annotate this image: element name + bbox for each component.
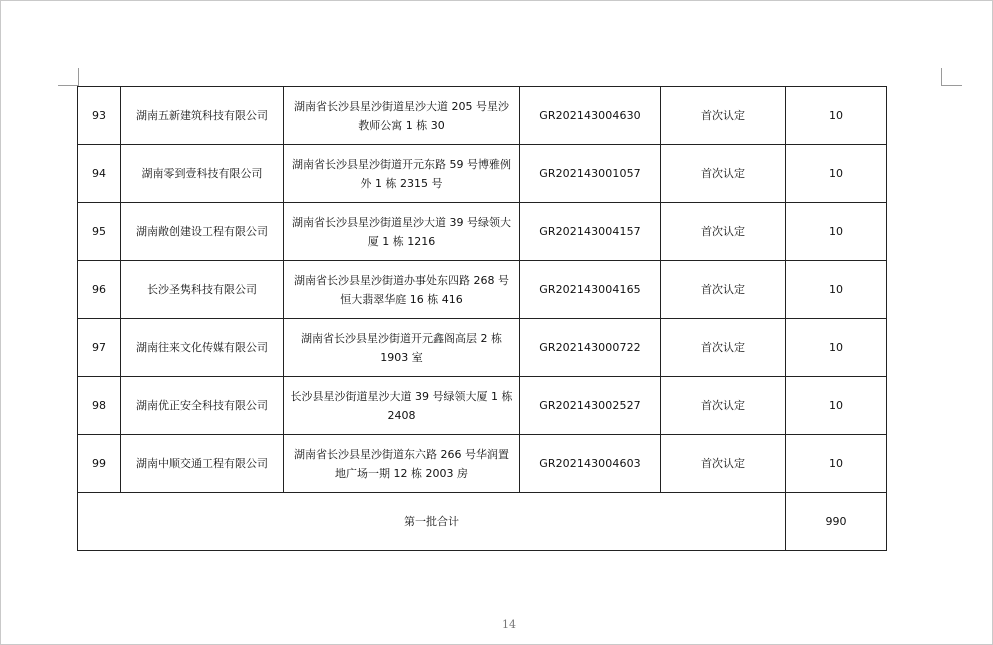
crop-mark-top-left xyxy=(58,68,79,86)
certification-type: 首次认定 xyxy=(661,319,786,377)
certificate-code: GR202143001057 xyxy=(520,145,661,203)
page-number: 14 xyxy=(502,618,516,631)
total-row xyxy=(78,493,887,551)
certification-type: 首次认定 xyxy=(661,145,786,203)
certification-type: 首次认定 xyxy=(661,87,786,145)
score: 10 xyxy=(786,319,887,377)
table-row xyxy=(78,203,887,261)
company-name: 湖南零到壹科技有限公司 xyxy=(121,145,284,203)
company-address: 长沙县星沙街道星沙大道 39 号绿领大厦 1 栋 2408 xyxy=(284,377,520,435)
company-name: 湖南优正安全科技有限公司 xyxy=(121,377,284,435)
score: 10 xyxy=(786,145,887,203)
company-name: 湖南五新建筑科技有限公司 xyxy=(121,87,284,145)
company-address: 湖南省长沙县星沙街道星沙大道 39 号绿领大厦 1 栋 1216 xyxy=(284,203,520,261)
company-table xyxy=(77,86,887,551)
certification-type: 首次认定 xyxy=(661,203,786,261)
table-row xyxy=(78,435,887,493)
certificate-code: GR202143002527 xyxy=(520,377,661,435)
certification-type: 首次认定 xyxy=(661,435,786,493)
score: 10 xyxy=(786,377,887,435)
score: 10 xyxy=(786,261,887,319)
company-name: 湖南往来文化传媒有限公司 xyxy=(121,319,284,377)
certification-type: 首次认定 xyxy=(661,377,786,435)
table-row xyxy=(78,261,887,319)
row-number: 98 xyxy=(78,377,121,435)
company-address: 湖南省长沙县星沙街道星沙大道 205 号星沙教师公寓 1 栋 30 xyxy=(284,87,520,145)
row-number: 94 xyxy=(78,145,121,203)
certificate-code: GR202143000722 xyxy=(520,319,661,377)
score: 10 xyxy=(786,203,887,261)
crop-mark-top-right xyxy=(941,68,962,86)
table-row xyxy=(78,145,887,203)
row-number: 96 xyxy=(78,261,121,319)
certification-type: 首次认定 xyxy=(661,261,786,319)
row-number: 97 xyxy=(78,319,121,377)
row-number: 93 xyxy=(78,87,121,145)
score: 10 xyxy=(786,435,887,493)
company-address: 湖南省长沙县星沙街道东六路 266 号华润置地广场一期 12 栋 2003 房 xyxy=(284,435,520,493)
certificate-code: GR202143004603 xyxy=(520,435,661,493)
certificate-code: GR202143004165 xyxy=(520,261,661,319)
company-name: 湖南中顺交通工程有限公司 xyxy=(121,435,284,493)
total-label: 第一批合计 xyxy=(78,493,786,551)
score: 10 xyxy=(786,87,887,145)
company-address: 湖南省长沙县星沙街道开元鑫阁高层 2 栋 1903 室 xyxy=(284,319,520,377)
row-number: 95 xyxy=(78,203,121,261)
company-name: 湖南敞创建设工程有限公司 xyxy=(121,203,284,261)
table-row xyxy=(78,87,887,145)
total-value: 990 xyxy=(786,493,887,551)
company-address: 湖南省长沙县星沙街道办事处东四路 268 号恒大翡翠华庭 16 栋 416 xyxy=(284,261,520,319)
row-number: 99 xyxy=(78,435,121,493)
table-row xyxy=(78,377,887,435)
company-name: 长沙圣隽科技有限公司 xyxy=(121,261,284,319)
certificate-code: GR202143004157 xyxy=(520,203,661,261)
company-address: 湖南省长沙县星沙街道开元东路 59 号博雅例外 1 栋 2315 号 xyxy=(284,145,520,203)
certificate-code: GR202143004630 xyxy=(520,87,661,145)
table-row xyxy=(78,319,887,377)
